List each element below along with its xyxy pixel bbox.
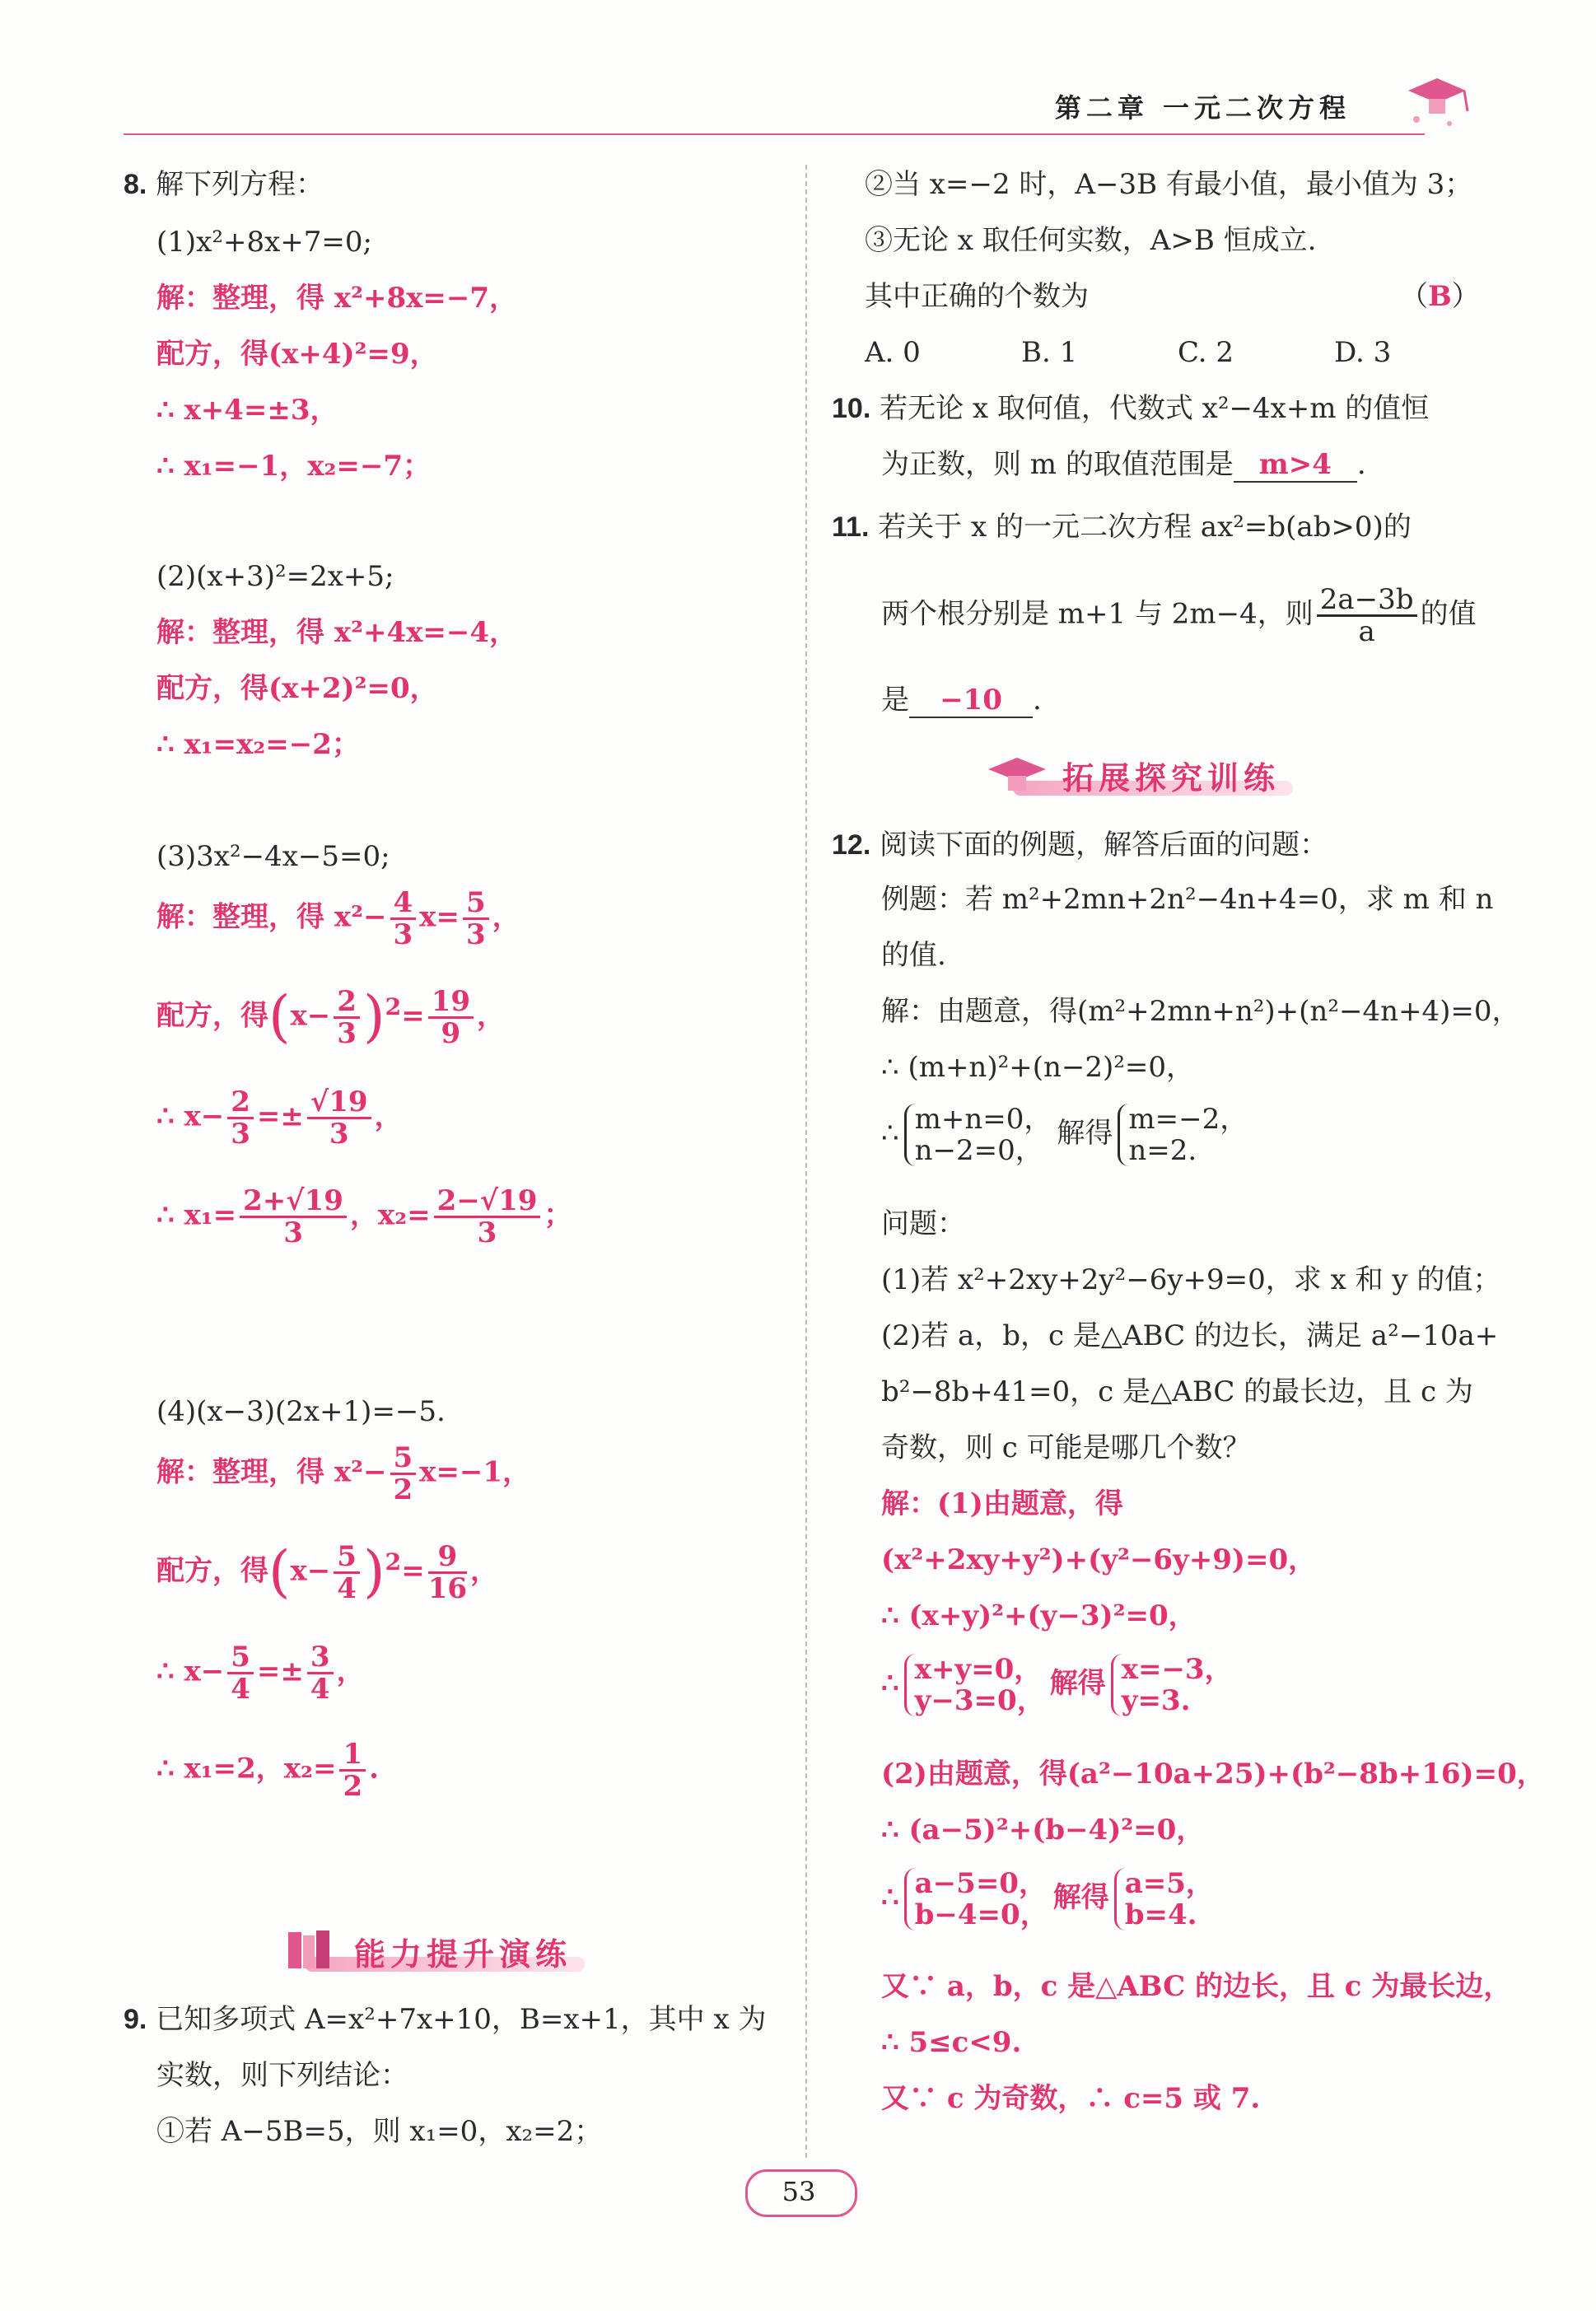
question-10-line1: 10. 若无论 x 取何值，代数式 x²−4x+m 的值恒 (832, 392, 1430, 425)
q9-statement-3: ③无论 x 取任何实数，A>B 恒成立. (865, 224, 1317, 257)
graduation-cap-icon (1400, 66, 1474, 132)
q9-choice-c: C. 2 (1178, 336, 1234, 369)
section-explore (980, 751, 1359, 797)
page-header (124, 82, 1474, 140)
header-rule (124, 133, 1425, 135)
question-11-line2: 两个根分别是 m+1 与 2m−4，则 $\frac{2a-3b}{a}$ 的值 (881, 583, 1477, 648)
q12-solution-line9: ∴ 5≤c<9. (881, 2026, 1022, 2059)
q8-part3-answer-line2: 配方，得(x− $\frac{2}{3}$ )$^2$= $\frac{19}{9}$ ， (156, 984, 506, 1050)
q9-answer-bracket: （B） (1400, 280, 1480, 313)
q12-problem-heading: 问题： (881, 1207, 965, 1240)
page-number (745, 2169, 852, 2212)
q8-part3-answer-line3: ∴ x− $\frac{2}{3}$ =± $\frac{√19}{3}$ ， (156, 1085, 403, 1151)
q12-solution-line5: (2)由题意，得(a²−10a+25)+(b²−8b+16)=0， (881, 1758, 1545, 1790)
q12-solution-system1: ∴ x+y=0， y−3=0， 解得 x=−3， y=3. (881, 1653, 1233, 1717)
q12-solution-line6: ∴ (a−5)²+(b−4)²=0， (881, 1814, 1205, 1846)
q12-problem-2-line3: 奇数，则 c 可能是哪几个数？ (881, 1431, 1251, 1464)
q9-choice-a: A. 0 (865, 336, 921, 369)
question-9-line3: ①若 A−5B=5，则 x₁=0，x₂=2； (156, 2115, 603, 2148)
question-11-line3: 是 −10 . (881, 684, 1042, 717)
q12-example-line4: ∴ (m+n)²+(n−2)²=0， (881, 1051, 1195, 1084)
question-10-line2: 为正数，则 m 的取值范围是 m>4 . (881, 448, 1366, 481)
q9-prompt: 其中正确的个数为 (865, 280, 1089, 313)
q12-example-line1: 例题：若 m²+2mn+2n²−4n+4=0，求 m 和 n (881, 883, 1494, 916)
q12-solution-line10: 又∵ c 为奇数，∴ c=5 或 7. (881, 2082, 1261, 2115)
q12-problem-1: (1)若 x²+2xy+2y²−6y+9=0，求 x 和 y 的值； (881, 1263, 1501, 1296)
question-8: 8. 解下列方程： (124, 168, 324, 201)
q8-part1-answer-line4: ∴ x₁=−1，x₂=−7； (156, 450, 432, 483)
books-icon (272, 1927, 346, 1973)
chapter-title: 第二章 一元二次方程 (1054, 92, 1351, 124)
q12-solution-system2: ∴ a−5=0， b−4=0， 解得 a=5， b=4. (881, 1867, 1214, 1931)
q12-problem-2-line2: b²−8b+41=0，c 是△ABC 的最长边，且 c 为 (881, 1375, 1473, 1408)
q8-part1-answer-line3: ∴ x+4=±3， (156, 394, 338, 427)
q8-part2-equation: (2)(x+3)²=2x+5; (156, 560, 394, 593)
q9-choice-b: B. 1 (1021, 336, 1078, 369)
q12-example-system: ∴ m+n=0， n−2=0， 解得 m=−2， n=2. (881, 1103, 1248, 1167)
question-12-intro: 12. 阅读下面的例题，解答后面的问题： (832, 829, 1328, 861)
q12-problem-2-line1: (2)若 a，b，c 是△ABC 的边长，满足 a²−10a+ (881, 1319, 1499, 1352)
page-number-text: 53 (782, 2176, 816, 2207)
question-9-line1: 9. 已知多项式 A=x²+7x+10，B=x+1，其中 x 为 (124, 2003, 767, 2036)
q8-part3-answer-line4: ∴ x₁= $\frac{2+√19}{3}$ ，x₂= $\frac{2-√19}{3}$ ； (156, 1184, 572, 1249)
q9-answer: B (1428, 280, 1452, 313)
section-ability-title: 能力提升演练 (354, 1936, 572, 1973)
section-ability (272, 1927, 618, 1973)
q8-part4-equation: (4)(x−3)(2x+1)=−5. (156, 1395, 446, 1428)
q8-part2-answer-line3: ∴ x₁=x₂=−2； (156, 728, 360, 761)
q12-solution-line8: 又∵ a，b，c 是△ABC 的边长，且 c 为最长边， (881, 1970, 1512, 2003)
q12-solution-line1: 解：(1)由题意，得 (881, 1487, 1123, 1520)
q12-solution-line3: ∴ (x+y)²+(y−3)²=0， (881, 1599, 1197, 1632)
q9-statement-2: ②当 x=−2 时，A−3B 有最小值，最小值为 3； (865, 168, 1473, 201)
q8-part1-equation: (1)x²+8x+7=0; (156, 226, 372, 259)
q12-solution-line2: (x²+2xy+y²)+(y²−6y+9)=0， (881, 1543, 1317, 1576)
q8-part4-answer-line2: 配方，得(x− $\frac{5}{4}$ )$^2$= $\frac{9}{16}$ ， (156, 1539, 499, 1605)
q8-part1-answer-line2: 配方，得(x+4)²=9， (156, 338, 438, 371)
section-explore-title: 拓展探究训练 (1062, 760, 1281, 796)
q8-part4-answer-line1: 解：整理，得 x²− $\frac{5}{2}$ x=−1， (156, 1441, 531, 1506)
column-divider (805, 165, 807, 2158)
q12-example-line2: 的值. (881, 939, 946, 972)
question-9-line2: 实数，则下列结论： (156, 2059, 408, 2092)
q10-answer: m>4 (1234, 448, 1357, 483)
q8-part2-answer-line1: 解：整理，得 x²+4x=−4， (156, 616, 518, 649)
q8-part3-equation: (3)3x²−4x−5=0; (156, 840, 390, 873)
q9-choice-d: D. 3 (1334, 336, 1392, 369)
q12-example-line3: 解：由题意，得(m²+2mn+n²)+(n²−4n+4)=0， (881, 995, 1520, 1028)
q8-part1-answer-line1: 解：整理，得 x²+8x=−7， (156, 282, 518, 315)
q8-part4-answer-line3: ∴ x− $\frac{5}{4}$ =± $\frac{3}{4}$ ， (156, 1641, 365, 1706)
q8-part2-answer-line2: 配方，得(x+2)²=0， (156, 672, 438, 705)
q8-part4-answer-line4: ∴ x₁=2，x₂= $\frac{1}{2}$ . (156, 1738, 379, 1803)
graduation-cap-icon (980, 751, 1054, 797)
question-11-line1: 11. 若关于 x 的一元二次方程 ax²=b(ab>0)的 (832, 511, 1412, 544)
q8-part3-answer-line1: 解：整理，得 x²− $\frac{4}{3}$ x= $\frac{5}{3}$ ， (156, 886, 520, 951)
q11-answer: −10 (909, 684, 1033, 718)
